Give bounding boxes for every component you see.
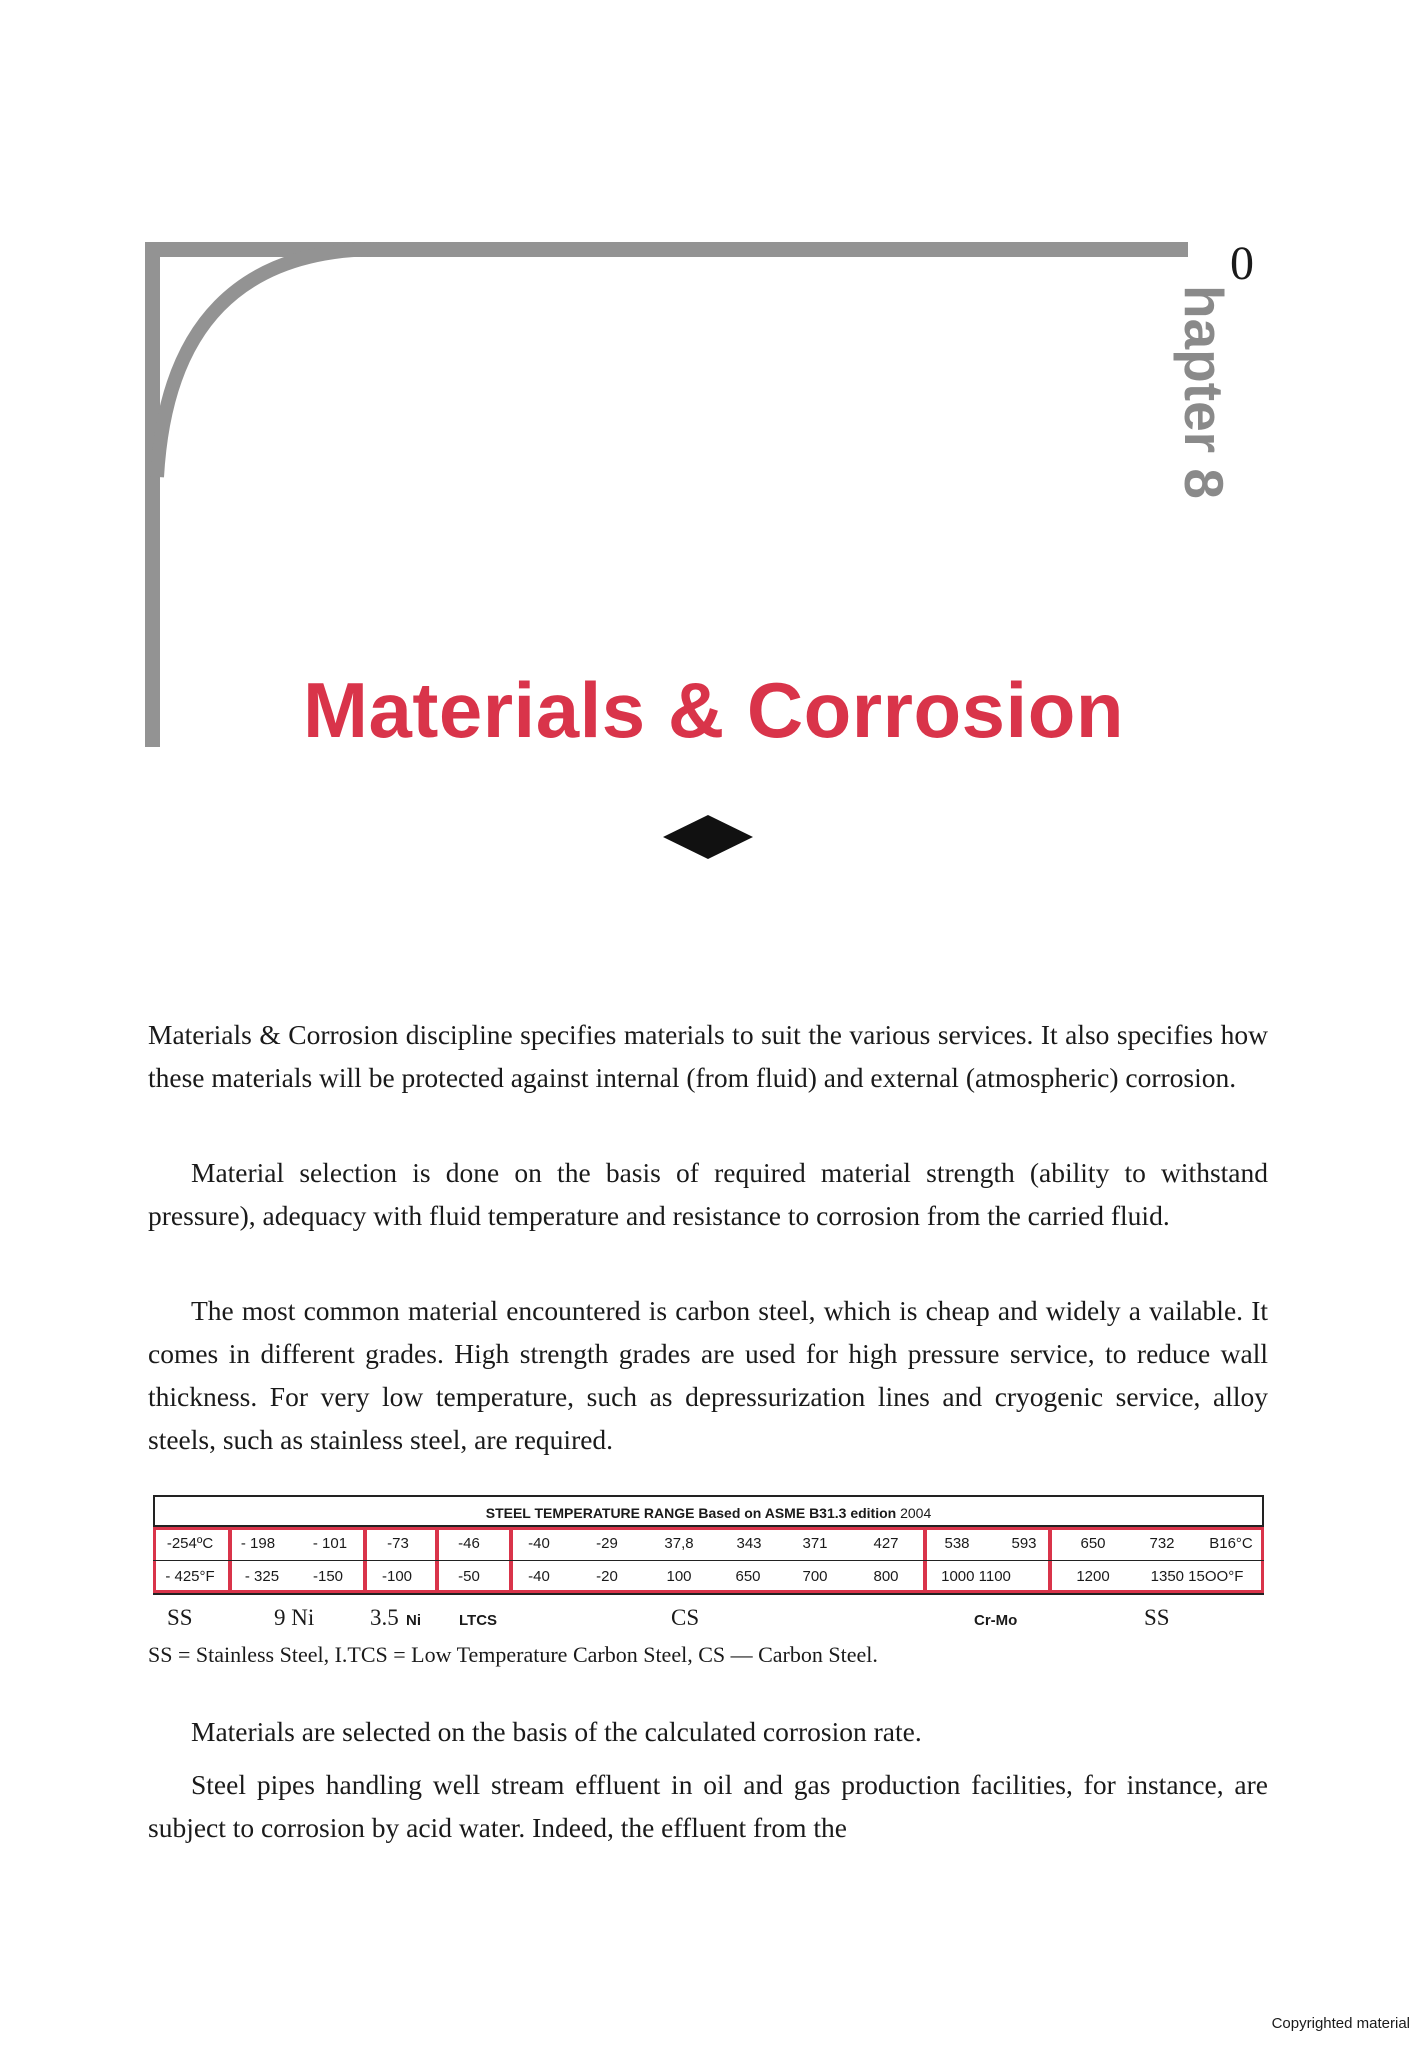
fahrenheit-cell: -50 — [458, 1568, 480, 1585]
celsius-cell: B16°C — [1209, 1535, 1253, 1552]
diamond-ornament-icon — [663, 815, 753, 859]
celsius-cell: 427 — [873, 1535, 899, 1552]
fahrenheit-cell: 1200 — [1076, 1568, 1110, 1585]
fahrenheit-cell: -100 — [381, 1568, 413, 1585]
fahrenheit-cell: 1350 15OO°F — [1150, 1568, 1244, 1585]
celsius-cell: -29 — [596, 1535, 618, 1552]
table-title-text: STEEL TEMPERATURE RANGE Based on ASME B31.3 edition — [485, 1505, 897, 1521]
celsius-cell: -46 — [458, 1535, 480, 1552]
celsius-cell: -254ºC — [166, 1535, 214, 1552]
fahrenheit-cell: 700 — [802, 1568, 828, 1585]
celsius-cell: 732 — [1149, 1535, 1175, 1552]
copyright-notice: Copyrighted material — [1271, 2015, 1410, 2032]
celsius-cell: 371 — [802, 1535, 828, 1552]
paragraph-intro: Materials & Corrosion discipline specifies materials to suit the various services. It also specifies how these materials will be protected against internal (from fluid) and external (atmospheric) corrosion. — [148, 1019, 1268, 1093]
celsius-cell: 650 — [1080, 1535, 1106, 1552]
chapter-title: Materials & Corrosion — [302, 666, 1124, 754]
material-label-ni: Ni — [406, 1612, 421, 1629]
celsius-cell: -40 — [528, 1535, 550, 1552]
paragraph-corrosion-rate: Materials are selected on the basis of the calculated corrosion rate. — [191, 1716, 922, 1747]
material-label-cs: CS — [671, 1605, 700, 1630]
material-label-9ni: 9 Ni — [274, 1605, 315, 1630]
table-edition-year: 2004 — [900, 1505, 932, 1521]
paragraph-carbon-steel: The most common material encountered is carbon steel, which is cheap and widely a vailable. It comes in different grades. High strength grades are used for high pressure service, to reduce wall thickness. For very low temperature, such as depressurization lines and cryogenic service, alloy steels, such as stainless steel, are required. — [148, 1295, 1268, 1455]
fahrenheit-cell: 800 — [873, 1568, 899, 1585]
material-label-ltcs: LTCS — [459, 1612, 498, 1629]
chapter-frame-curve — [145, 242, 385, 482]
material-label-cr-mo: Cr-Mo — [974, 1612, 1018, 1629]
table-legend: SS = Stainless Steel, I.TCS = Low Temperature Carbon Steel, CS — Carbon Steel. — [148, 1642, 878, 1667]
material-label-ss-high: SS — [1144, 1605, 1170, 1630]
paragraph-selection: Material selection is done on the basis of required material strength (ability to withstand pressure), adequacy with fluid temperature and resistance to corrosion from the carried fluid. — [148, 1157, 1268, 1231]
fahrenheit-cell: -20 — [596, 1568, 618, 1585]
fahrenheit-cell: 650 — [735, 1568, 761, 1585]
celsius-cell: 343 — [736, 1535, 762, 1552]
table-title — [153, 1505, 1264, 1521]
chapter-label: hapter 8 — [1173, 285, 1235, 499]
celsius-cell: - 198 — [240, 1535, 276, 1552]
fahrenheit-cell: -150 — [312, 1568, 344, 1585]
celsius-cell: - 101 — [312, 1535, 348, 1552]
celsius-cell: 593 — [1011, 1535, 1037, 1552]
fahrenheit-cell: 1000 1100 — [941, 1568, 1011, 1585]
table-row-divider — [153, 1560, 1264, 1561]
fahrenheit-cell: 100 — [666, 1568, 692, 1585]
material-label-ss: SS — [167, 1605, 193, 1630]
fahrenheit-cell: -40 — [528, 1568, 550, 1585]
fahrenheit-cell: - 425°F — [165, 1568, 215, 1585]
celsius-cell: -73 — [387, 1535, 409, 1552]
fahrenheit-cell: - 325 — [244, 1568, 280, 1585]
celsius-cell: 538 — [944, 1535, 970, 1552]
paragraph-steel-pipes: Steel pipes handling well stream effluent in oil and gas production facilities, for instance, are subject to corrosion by acid water. Indeed, the effluent from the — [148, 1769, 1268, 1843]
material-label-3-5: 3.5 — [370, 1605, 399, 1630]
celsius-cell: 37,8 — [664, 1535, 694, 1552]
chapter-number-glyph: 0 — [1230, 237, 1254, 290]
